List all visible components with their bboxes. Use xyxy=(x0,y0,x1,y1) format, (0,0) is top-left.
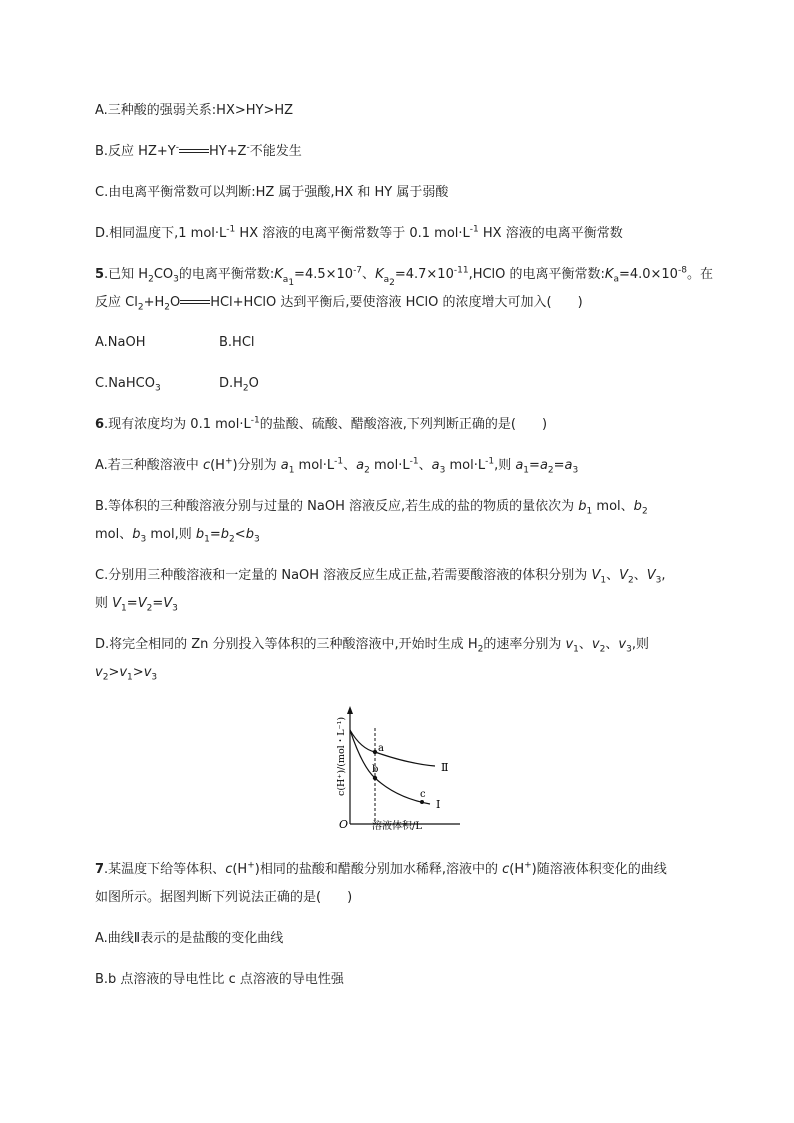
q6-option-b-line2: mol、$b_3$ mol,则 $b_1=b_2<b_3$ xyxy=(95,527,260,545)
label-b: b xyxy=(372,764,379,775)
q6-option-d-line1: D.将完全相同的 Zn 分别投入等体积的三种酸溶液中,开始时生成 $H_2$的速率分别为 $v_1$、$v_2$、$v_3$,则 xyxy=(95,637,649,655)
curve-1 xyxy=(350,730,430,804)
q6-option-c-line1: C.分别用三种酸溶液和一定量的 NaOH 溶液反应生成正盐,若需要酸溶液的体积分别为 $V_1$、$V_2$、$V_3$, xyxy=(95,568,666,586)
q5-option-d: $D.H_2O$ xyxy=(219,376,259,394)
x-axis-label: 溶液体积/L xyxy=(372,821,423,832)
q5-option-b: B.HCl xyxy=(219,335,255,350)
q6-option-a: A.若三种酸溶液中 c(H+)分别为 $a_1$ $mol\cdot L^{-1}$、$a_2$ $mol\cdot L^{-1}$、$a_3$ $mol\cdot L^{-1}$,则 $a_1=a_2=a_3$ xyxy=(95,456,579,476)
curve-2-label: Ⅱ xyxy=(441,761,449,774)
label-a: a xyxy=(378,743,384,754)
q7-stem-line2: 如图所示。据图判断下列说法正确的是( ) xyxy=(95,890,353,905)
q7-stem-line1: 7.某温度下给等体积、c(H+)相同的盐酸和醋酸分别加水稀释,溶液中的 c(H+)随溶液体积变化的曲线 xyxy=(95,860,667,877)
q4-option-c: C.由电离平衡常数可以判断:HZ 属于强酸,HX 和 HY 属于弱酸 xyxy=(95,185,449,200)
q7-option-a: A.曲线Ⅱ表示的是盐酸的变化曲线 xyxy=(95,931,284,946)
q4-option-b: B.反应 HZ+Y- HY+Z-不能发生 xyxy=(95,142,302,159)
q6-stem: 6.现有浓度均为 0.1 $mol\cdot L^{-1}$的盐酸、硫酸、醋酸溶液,下列判断正确的是( ) xyxy=(95,415,548,432)
origin-label: O xyxy=(339,818,349,831)
curve-1-label: Ⅰ xyxy=(436,798,441,811)
point-a xyxy=(373,750,377,754)
dilution-curve-figure xyxy=(330,698,470,834)
q7-option-b: B.b 点溶液的导电性比 c 点溶液的导电性强 xyxy=(95,972,344,987)
q4-option-a: A.三种酸的强弱关系:HX>HY>HZ xyxy=(95,103,294,118)
q5-option-a: A.NaOH xyxy=(95,335,146,350)
q6-option-b-line1: B.等体积的三种酸溶液分别与过量的 NaOH 溶液反应,若生成的盐的物质的量依次为 $b_1$ mol、$b_2$ xyxy=(95,499,648,517)
point-b xyxy=(373,776,377,780)
label-c: c xyxy=(420,789,426,800)
equal-arrow-icon xyxy=(179,148,209,156)
q6-option-c-line2: 则 $V_1=V_2=V_3$ xyxy=(95,596,178,614)
y-axis-label: c(H⁺)/(mol・L⁻¹) xyxy=(336,716,347,796)
q5-stem-line1: 5.已知 $H_2CO_3$的电离平衡常数$:K_{a_1}=4.5\times 10^{-7}$、$K_{a_2}=4.7\times 10^{-11},HClO$ 的电离平衡常数$:K_a=4.0\times 10^{-8}$。在 xyxy=(95,265,713,288)
q5-option-c: C.NaHCO$_3$ xyxy=(95,376,161,394)
q5-stem-line2: 反应 $Cl_2+H_2O$ HCl+HClO 达到平衡后,要使溶液 HClO 的浓度增大可加入( ) xyxy=(95,295,583,313)
reversible-arrow-icon xyxy=(180,299,210,307)
point-c xyxy=(420,800,424,804)
q4-option-d: D.相同温度下,1 $mol\cdot L^{-1}$ HX 溶液的电离平衡常数等于 0.1 $mol\cdot L^{-1}$ HX 溶液的电离平衡常数 xyxy=(95,224,623,241)
q6-option-d-line2: $v_2>v_1>v_3$ xyxy=(95,665,158,683)
y-axis-arrow-icon xyxy=(347,706,353,714)
